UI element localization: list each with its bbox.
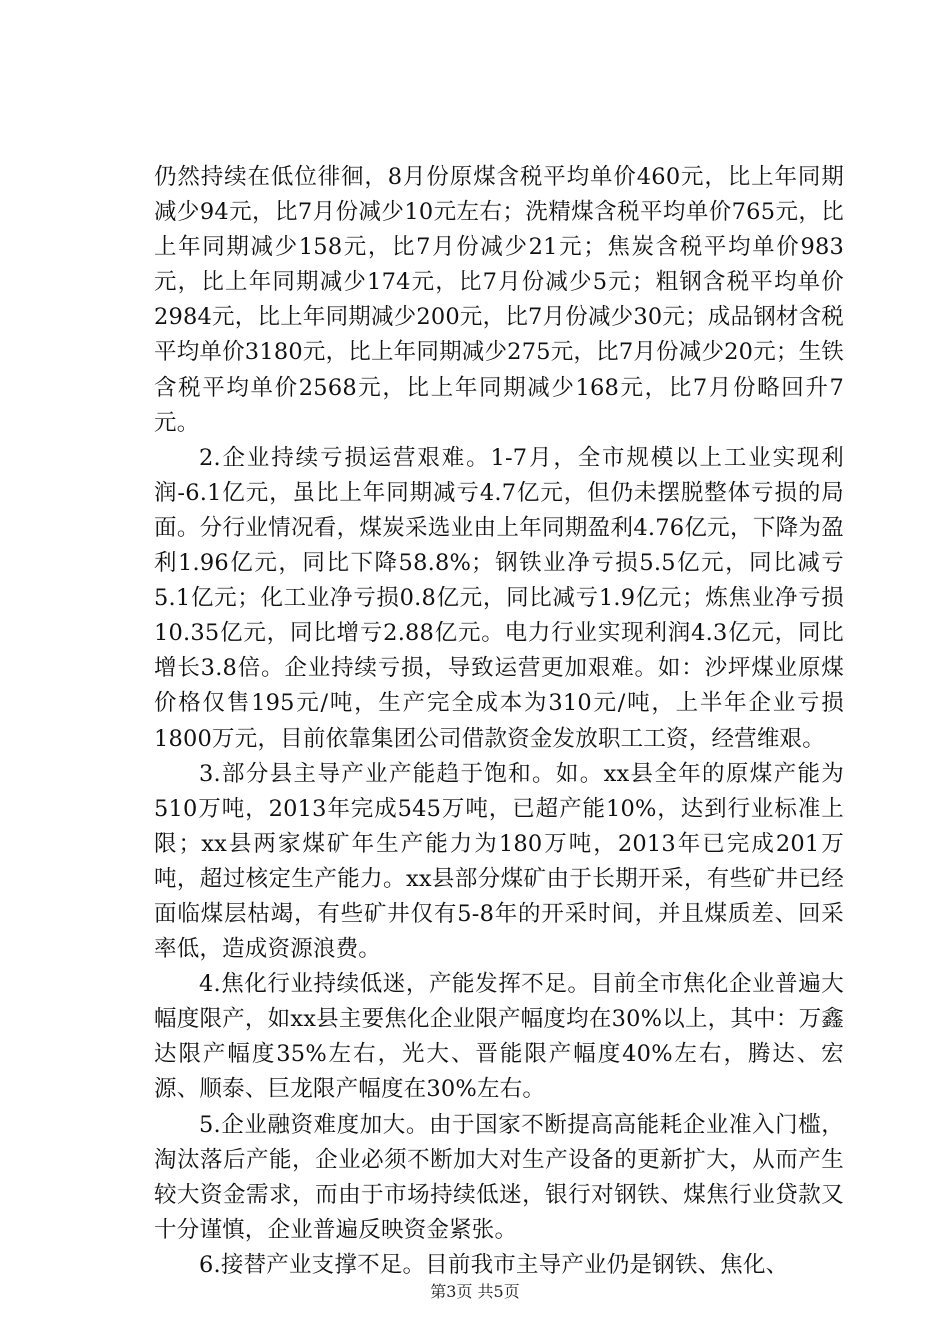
- paragraph-3: 3.部分县主导产业产能趋于饱和。如。xx县全年的原煤产能为510万吨，2013年完成545万吨，已超产能10%，达到行业标准上限；xx县两家煤矿年生产能力为180万吨，2013年已完成201万吨，超过核定生产能力。xx县部分煤矿由于长期开采，有些矿井已经面临煤层枯竭，有些矿井仅有5-8年的开采时间，并且煤质差、回采率低，造成资源浪费。: [154, 760, 844, 963]
- paragraph-4: 4.焦化行业持续低迷，产能发挥不足。目前全市焦化企业普遍大幅度限产，如xx县主要焦化企业限产幅度均在30%以上，其中：万鑫达限产幅度35%左右，光大、晋能限产幅度40%左右，腾达、宏源、顺泰、巨龙限产幅度在30%左右。: [154, 971, 844, 1103]
- paragraph-5: 5.企业融资难度加大。由于国家不断提高高能耗企业准入门槛，淘汰落后产能，企业必须不断加大对生产设备的更新扩大，从而产生较大资金需求，而由于市场持续低迷，银行对钢铁、煤焦行业贷款又十分谨慎，企业普遍反映资金紧张。: [154, 1111, 844, 1243]
- paragraph-1: 仍然持续在低位徘徊，8月份原煤含税平均单价460元，比上年同期减少94元，比7月份减少10元左右；洗精煤含税平均单价765元，比上年同期减少158元，比7月份减少21元；焦炭含税平均单价983元，比上年同期减少174元，比7月份减少5元；粗钢含税平均单价2984元，比上年同期减少200元，比7月份减少30元；成品钢材含税平均单价3180元，比上年同期减少275元，比7月份减少20元；生铁含税平均单价2568元，比上年同期减少168元，比7月份略回升7元。: [154, 164, 844, 436]
- document-body: [154, 160, 844, 1283]
- paragraph-2: 2.企业持续亏损运营艰难。1-7月，全市规模以上工业实现利润-6.1亿元，虽比上年同期减亏4.7亿元，但仍未摆脱整体亏损的局面。分行业情况看，煤炭采选业由上年同期盈利4.76亿元，下降为盈利1.96亿元，同比下降58.8%；钢铁业净亏损5.5亿元，同比减亏5.1亿元；化工业净亏损0.8亿元，同比减亏1.9亿元；炼焦业净亏损10.35亿元，同比增亏2.88亿元。电力行业实现利润4.3亿元，同比增长3.8倍。企业持续亏损，导致运营更加艰难。如：沙坪煤业原煤价格仅售195元/吨，生产完全成本为310元/吨，上半年企业亏损1800万元，目前依靠集团公司借款资金发放职工工资，经营维艰。: [154, 444, 844, 752]
- paragraph-6: 6.接替产业支撑不足。目前我市主导产业仍是钢铁、焦化、: [199, 1251, 789, 1278]
- page-number-footer: 第3页 共5页: [430, 1282, 520, 1301]
